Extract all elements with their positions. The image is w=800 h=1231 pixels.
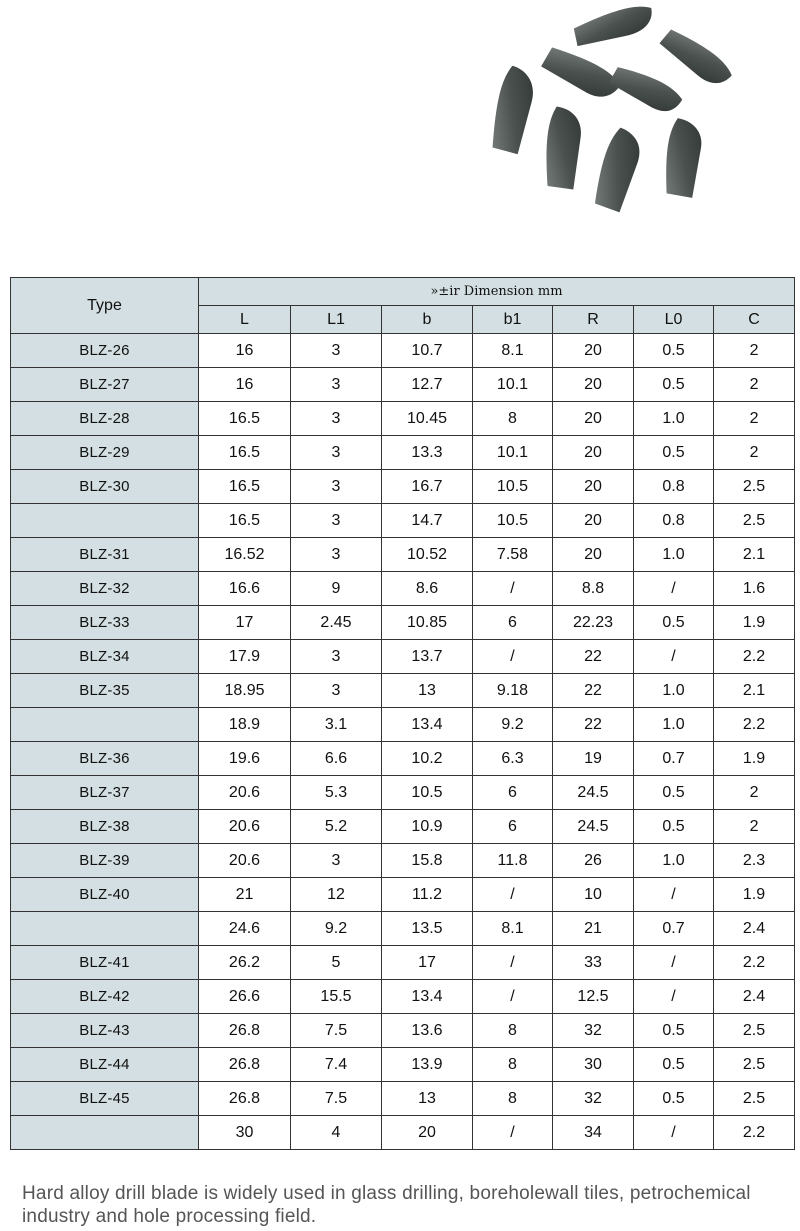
table-row bbox=[11, 1082, 795, 1116]
type-cell: BLZ-28 bbox=[11, 402, 199, 436]
value-cell: / bbox=[634, 640, 714, 674]
value-cell: 1.0 bbox=[634, 538, 714, 572]
value-cell: 20.6 bbox=[199, 810, 291, 844]
value-cell: 2 bbox=[714, 402, 795, 436]
value-cell: 10.5 bbox=[473, 504, 553, 538]
value-cell: 2.1 bbox=[714, 674, 795, 708]
value-cell: 10.2 bbox=[382, 742, 473, 776]
value-cell: 14.7 bbox=[382, 504, 473, 538]
table-row bbox=[11, 606, 795, 640]
value-cell: 17 bbox=[382, 946, 473, 980]
value-cell: 15.5 bbox=[291, 980, 382, 1014]
spec-table-container bbox=[10, 277, 794, 1150]
type-cell: BLZ-42 bbox=[11, 980, 199, 1014]
value-cell: 3 bbox=[291, 674, 382, 708]
value-cell: 10.52 bbox=[382, 538, 473, 572]
value-cell: 20 bbox=[553, 436, 634, 470]
value-cell: 6 bbox=[473, 776, 553, 810]
value-cell: 2.5 bbox=[714, 1048, 795, 1082]
value-cell: 9.18 bbox=[473, 674, 553, 708]
value-cell: 26.2 bbox=[199, 946, 291, 980]
value-cell: 2 bbox=[714, 810, 795, 844]
value-cell: 26.6 bbox=[199, 980, 291, 1014]
column-header: b bbox=[382, 306, 473, 334]
column-header: R bbox=[553, 306, 634, 334]
value-cell: 2.5 bbox=[714, 470, 795, 504]
table-row bbox=[11, 674, 795, 708]
column-header: L1 bbox=[291, 306, 382, 334]
value-cell: 0.5 bbox=[634, 810, 714, 844]
value-cell: 0.7 bbox=[634, 742, 714, 776]
table-row bbox=[11, 980, 795, 1014]
value-cell: 2.3 bbox=[714, 844, 795, 878]
value-cell: 24.5 bbox=[553, 810, 634, 844]
value-cell: 2 bbox=[714, 368, 795, 402]
value-cell: 20 bbox=[553, 402, 634, 436]
value-cell: 8.1 bbox=[473, 334, 553, 368]
value-cell: 2.2 bbox=[714, 946, 795, 980]
insert-icon bbox=[609, 59, 685, 118]
type-cell: BLZ-33 bbox=[11, 606, 199, 640]
value-cell: 2.5 bbox=[714, 504, 795, 538]
value-cell: 10 bbox=[553, 878, 634, 912]
value-cell: 2.5 bbox=[714, 1082, 795, 1116]
value-cell: 3 bbox=[291, 538, 382, 572]
value-cell: 8 bbox=[473, 1014, 553, 1048]
value-cell: 0.5 bbox=[634, 368, 714, 402]
table-row bbox=[11, 334, 795, 368]
value-cell: 16.5 bbox=[199, 436, 291, 470]
value-cell: 2.2 bbox=[714, 640, 795, 674]
type-cell: BLZ-36 bbox=[11, 742, 199, 776]
value-cell: 1.6 bbox=[714, 572, 795, 606]
type-cell bbox=[11, 708, 199, 742]
value-cell: 30 bbox=[199, 1116, 291, 1150]
product-photo bbox=[470, 0, 750, 220]
value-cell: 24.6 bbox=[199, 912, 291, 946]
spec-table bbox=[10, 277, 795, 1150]
value-cell: 8.1 bbox=[473, 912, 553, 946]
table-row bbox=[11, 572, 795, 606]
value-cell: 10.7 bbox=[382, 334, 473, 368]
value-cell: 18.9 bbox=[199, 708, 291, 742]
value-cell: 34 bbox=[553, 1116, 634, 1150]
value-cell: 10.5 bbox=[473, 470, 553, 504]
insert-icon bbox=[541, 41, 623, 105]
table-row bbox=[11, 912, 795, 946]
value-cell: 7.5 bbox=[291, 1082, 382, 1116]
value-cell: 30 bbox=[553, 1048, 634, 1082]
table-row bbox=[11, 504, 795, 538]
value-cell: 22 bbox=[553, 674, 634, 708]
value-cell: 16.5 bbox=[199, 470, 291, 504]
table-row bbox=[11, 368, 795, 402]
table-row bbox=[11, 1014, 795, 1048]
insert-icon bbox=[541, 106, 585, 190]
value-cell: 26.8 bbox=[199, 1082, 291, 1116]
value-cell: 1.9 bbox=[714, 742, 795, 776]
value-cell: 1.9 bbox=[714, 878, 795, 912]
value-cell: 1.0 bbox=[634, 844, 714, 878]
value-cell: 3 bbox=[291, 844, 382, 878]
value-cell: 13.7 bbox=[382, 640, 473, 674]
table-row bbox=[11, 402, 795, 436]
value-cell: / bbox=[634, 1116, 714, 1150]
table-row bbox=[11, 470, 795, 504]
value-cell: 20.6 bbox=[199, 776, 291, 810]
value-cell: 1.0 bbox=[634, 674, 714, 708]
insert-icon bbox=[588, 126, 646, 212]
value-cell: 24.5 bbox=[553, 776, 634, 810]
insert-icon bbox=[659, 23, 734, 92]
value-cell: 1.9 bbox=[714, 606, 795, 640]
value-cell: 13.4 bbox=[382, 980, 473, 1014]
column-header: C bbox=[714, 306, 795, 334]
value-cell: 0.5 bbox=[634, 606, 714, 640]
value-cell: 7.5 bbox=[291, 1014, 382, 1048]
value-cell: 11.2 bbox=[382, 878, 473, 912]
column-header: b1 bbox=[473, 306, 553, 334]
value-cell: 20 bbox=[553, 368, 634, 402]
value-cell: 2.45 bbox=[291, 606, 382, 640]
insert-icon bbox=[486, 65, 540, 155]
description-caption: Hard alloy drill blade is widely used in glass drilling, boreholewall tiles, petrochemical industry and hole processing field. bbox=[22, 1183, 751, 1227]
value-cell: 17 bbox=[199, 606, 291, 640]
value-cell: 3 bbox=[291, 436, 382, 470]
value-cell: / bbox=[473, 980, 553, 1014]
value-cell: 26.8 bbox=[199, 1048, 291, 1082]
value-cell: / bbox=[473, 946, 553, 980]
value-cell: / bbox=[634, 572, 714, 606]
type-cell: BLZ-41 bbox=[11, 946, 199, 980]
value-cell: 22 bbox=[553, 640, 634, 674]
column-header: L0 bbox=[634, 306, 714, 334]
value-cell: 6.3 bbox=[473, 742, 553, 776]
value-cell: 1.0 bbox=[634, 402, 714, 436]
value-cell: 20.6 bbox=[199, 844, 291, 878]
table-row bbox=[11, 946, 795, 980]
value-cell: 13.4 bbox=[382, 708, 473, 742]
type-cell: BLZ-40 bbox=[11, 878, 199, 912]
table-row bbox=[11, 878, 795, 912]
dimension-header: »±ir Dimension mm bbox=[199, 278, 795, 306]
value-cell: 3.1 bbox=[291, 708, 382, 742]
value-cell: / bbox=[473, 640, 553, 674]
value-cell: 26.8 bbox=[199, 1014, 291, 1048]
value-cell: 20 bbox=[553, 538, 634, 572]
insert-icon bbox=[660, 117, 706, 198]
value-cell: 8.8 bbox=[553, 572, 634, 606]
type-cell: BLZ-26 bbox=[11, 334, 199, 368]
value-cell: 20 bbox=[382, 1116, 473, 1150]
value-cell: 15.8 bbox=[382, 844, 473, 878]
type-header: Type bbox=[11, 278, 199, 334]
value-cell: 2 bbox=[714, 436, 795, 470]
value-cell: 3 bbox=[291, 402, 382, 436]
value-cell: 13 bbox=[382, 1082, 473, 1116]
table-row bbox=[11, 708, 795, 742]
type-cell: BLZ-35 bbox=[11, 674, 199, 708]
value-cell: 9 bbox=[291, 572, 382, 606]
value-cell: 3 bbox=[291, 368, 382, 402]
value-cell: 16 bbox=[199, 334, 291, 368]
value-cell: 16.5 bbox=[199, 504, 291, 538]
value-cell: 20 bbox=[553, 504, 634, 538]
value-cell: 6.6 bbox=[291, 742, 382, 776]
value-cell: 12.7 bbox=[382, 368, 473, 402]
value-cell: 33 bbox=[553, 946, 634, 980]
type-cell bbox=[11, 912, 199, 946]
value-cell: 16.52 bbox=[199, 538, 291, 572]
table-row bbox=[11, 1116, 795, 1150]
table-row bbox=[11, 436, 795, 470]
table-row bbox=[11, 640, 795, 674]
type-cell: BLZ-27 bbox=[11, 368, 199, 402]
value-cell: 2.2 bbox=[714, 1116, 795, 1150]
value-cell: 3 bbox=[291, 334, 382, 368]
type-cell: BLZ-32 bbox=[11, 572, 199, 606]
value-cell: 10.1 bbox=[473, 368, 553, 402]
value-cell: 8 bbox=[473, 1082, 553, 1116]
value-cell: / bbox=[634, 878, 714, 912]
value-cell: 19 bbox=[553, 742, 634, 776]
table-row bbox=[11, 810, 795, 844]
type-cell bbox=[11, 504, 199, 538]
value-cell: / bbox=[634, 946, 714, 980]
value-cell: 26 bbox=[553, 844, 634, 878]
type-cell: BLZ-29 bbox=[11, 436, 199, 470]
value-cell: 8 bbox=[473, 402, 553, 436]
value-cell: 5 bbox=[291, 946, 382, 980]
value-cell: 4 bbox=[291, 1116, 382, 1150]
value-cell: / bbox=[473, 1116, 553, 1150]
value-cell: 6 bbox=[473, 606, 553, 640]
value-cell: 20 bbox=[553, 470, 634, 504]
value-cell: / bbox=[473, 878, 553, 912]
value-cell: 19.6 bbox=[199, 742, 291, 776]
type-cell: BLZ-39 bbox=[11, 844, 199, 878]
value-cell: 2.2 bbox=[714, 708, 795, 742]
value-cell: 22 bbox=[553, 708, 634, 742]
type-cell: BLZ-44 bbox=[11, 1048, 199, 1082]
value-cell: 0.5 bbox=[634, 1014, 714, 1048]
value-cell: 8 bbox=[473, 1048, 553, 1082]
value-cell: 32 bbox=[553, 1082, 634, 1116]
value-cell: 22.23 bbox=[553, 606, 634, 640]
value-cell: 10.5 bbox=[382, 776, 473, 810]
value-cell: 2.4 bbox=[714, 912, 795, 946]
type-cell: BLZ-30 bbox=[11, 470, 199, 504]
value-cell: 6 bbox=[473, 810, 553, 844]
value-cell: 13.6 bbox=[382, 1014, 473, 1048]
value-cell: 0.5 bbox=[634, 1082, 714, 1116]
value-cell: 16.6 bbox=[199, 572, 291, 606]
value-cell: 0.7 bbox=[634, 912, 714, 946]
value-cell: 7.58 bbox=[473, 538, 553, 572]
type-cell bbox=[11, 1116, 199, 1150]
value-cell: 20 bbox=[553, 334, 634, 368]
value-cell: 32 bbox=[553, 1014, 634, 1048]
type-cell: BLZ-31 bbox=[11, 538, 199, 572]
value-cell: 2 bbox=[714, 776, 795, 810]
value-cell: 17.9 bbox=[199, 640, 291, 674]
spec-table-body bbox=[11, 334, 795, 1150]
value-cell: 12.5 bbox=[553, 980, 634, 1014]
value-cell: / bbox=[634, 980, 714, 1014]
value-cell: 2.5 bbox=[714, 1014, 795, 1048]
table-row bbox=[11, 538, 795, 572]
value-cell: 5.2 bbox=[291, 810, 382, 844]
value-cell: 16.7 bbox=[382, 470, 473, 504]
value-cell: / bbox=[473, 572, 553, 606]
type-cell: BLZ-43 bbox=[11, 1014, 199, 1048]
value-cell: 12 bbox=[291, 878, 382, 912]
value-cell: 3 bbox=[291, 640, 382, 674]
type-cell: BLZ-34 bbox=[11, 640, 199, 674]
value-cell: 13.9 bbox=[382, 1048, 473, 1082]
value-cell: 3 bbox=[291, 504, 382, 538]
column-header: L bbox=[199, 306, 291, 334]
value-cell: 8.6 bbox=[382, 572, 473, 606]
table-row bbox=[11, 844, 795, 878]
table-row bbox=[11, 776, 795, 810]
table-row bbox=[11, 742, 795, 776]
value-cell: 0.5 bbox=[634, 776, 714, 810]
value-cell: 2.4 bbox=[714, 980, 795, 1014]
type-cell: BLZ-45 bbox=[11, 1082, 199, 1116]
value-cell: 0.5 bbox=[634, 1048, 714, 1082]
value-cell: 18.95 bbox=[199, 674, 291, 708]
value-cell: 16 bbox=[199, 368, 291, 402]
table-row bbox=[11, 1048, 795, 1082]
value-cell: 13 bbox=[382, 674, 473, 708]
value-cell: 10.85 bbox=[382, 606, 473, 640]
value-cell: 13.3 bbox=[382, 436, 473, 470]
value-cell: 13.5 bbox=[382, 912, 473, 946]
value-cell: 9.2 bbox=[473, 708, 553, 742]
value-cell: 0.5 bbox=[634, 436, 714, 470]
value-cell: 21 bbox=[553, 912, 634, 946]
value-cell: 3 bbox=[291, 470, 382, 504]
value-cell: 1.0 bbox=[634, 708, 714, 742]
value-cell: 11.8 bbox=[473, 844, 553, 878]
value-cell: 7.4 bbox=[291, 1048, 382, 1082]
value-cell: 21 bbox=[199, 878, 291, 912]
value-cell: 2 bbox=[714, 334, 795, 368]
value-cell: 0.8 bbox=[634, 504, 714, 538]
value-cell: 0.5 bbox=[634, 334, 714, 368]
value-cell: 0.8 bbox=[634, 470, 714, 504]
value-cell: 5.3 bbox=[291, 776, 382, 810]
value-cell: 16.5 bbox=[199, 402, 291, 436]
value-cell: 10.1 bbox=[473, 436, 553, 470]
insert-icon bbox=[572, 3, 656, 46]
value-cell: 2.1 bbox=[714, 538, 795, 572]
type-cell: BLZ-38 bbox=[11, 810, 199, 844]
value-cell: 9.2 bbox=[291, 912, 382, 946]
type-cell: BLZ-37 bbox=[11, 776, 199, 810]
value-cell: 10.45 bbox=[382, 402, 473, 436]
value-cell: 10.9 bbox=[382, 810, 473, 844]
